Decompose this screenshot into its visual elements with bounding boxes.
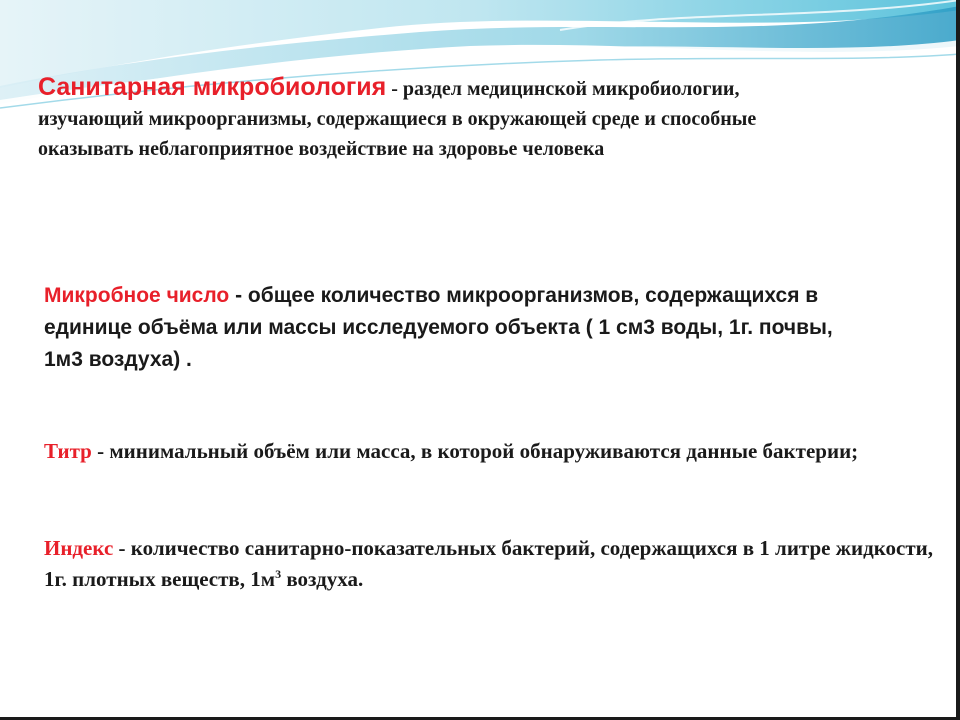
slide-frame-right [956, 0, 960, 720]
definition-text: - минимальный объём или масса, в которой обнаруживаются данные бактерии; [91, 439, 859, 463]
definition-text: - количество санитарно-показательных бактерий, содержащихся в 1 литре жидкости, 1г. плотных веществ, 1м [44, 536, 934, 591]
definition-index [44, 533, 944, 595]
definition-microbial-number [44, 280, 864, 376]
term-label: Санитарная микробиология [38, 73, 387, 101]
definition-titer [44, 436, 914, 467]
superscript-cubic: 3 [275, 567, 282, 581]
term-label: Микробное число [44, 284, 230, 307]
term-label: Титр [44, 439, 92, 463]
term-label: Индекс [44, 536, 114, 560]
definition-text: - общее количество микроорганизмов, содержащихся в единице объёма или массы исследуемого объекта ( 1 см3 воды, 1г. почвы, 1м3 воздуха) . [44, 284, 833, 371]
definition-text-end: воздуха. [281, 567, 364, 591]
definition-text: - раздел медицинской микробиологии, изучающий микроорганизмы, содержащиеся в окружающей среде и способные оказывать неблагоприятное воздействие на здоровье человека [38, 78, 757, 160]
definition-sanitary-microbiology [38, 72, 838, 164]
